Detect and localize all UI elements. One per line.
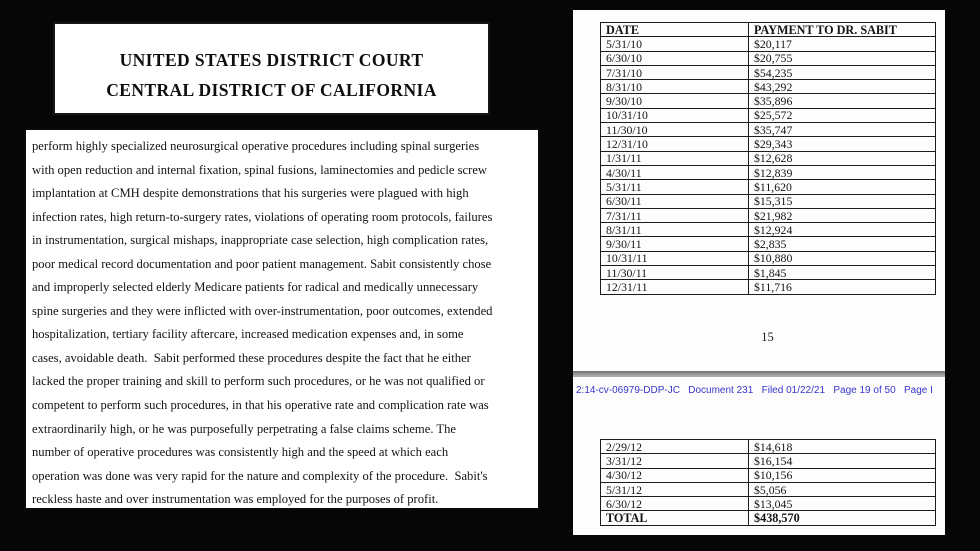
body-text-line: poor medical record documentation and poor patient management. Sabit consistently chose [32, 256, 492, 271]
court-name: UNITED STATES DISTRICT COURT [119, 50, 424, 70]
payment-cell: $5,056 [749, 482, 936, 496]
page-number: 15 [761, 330, 774, 344]
payment-cell: $12,628 [749, 151, 936, 165]
payment-cell: $21,982 [749, 208, 936, 222]
table-row [601, 180, 936, 194]
payment-cell: $12,924 [749, 223, 936, 237]
date-cell: 12/31/11 [601, 280, 749, 294]
date-cell: 9/30/10 [601, 94, 749, 108]
payment-cell: $10,156 [749, 468, 936, 482]
date-cell: 10/31/10 [601, 108, 749, 122]
court-header-box [53, 22, 490, 115]
date-cell: 6/30/12 [601, 497, 749, 511]
date-cell: 5/31/10 [601, 37, 749, 51]
payment-cell: $13,045 [749, 497, 936, 511]
date-cell: 1/31/11 [601, 151, 749, 165]
body-text-line: cases, avoidable death. Sabit performed these procedures despite the fact that he either [32, 350, 471, 365]
table-row [601, 251, 936, 265]
payment-cell: $15,315 [749, 194, 936, 208]
payment-cell: $20,117 [749, 37, 936, 51]
table-row [601, 65, 936, 79]
section-divider-bar [573, 371, 945, 377]
table-row [601, 123, 936, 137]
date-cell: 6/30/10 [601, 51, 749, 65]
date-cell: 5/31/11 [601, 180, 749, 194]
table-row [601, 151, 936, 165]
table-row [601, 51, 936, 65]
table-row [601, 468, 936, 482]
table-header-row [601, 23, 936, 37]
body-text-line: with open reduction and internal fixation, spinal fusions, laminectomies and pedicle screw [32, 162, 487, 177]
table-row [601, 237, 936, 251]
date-cell: 2/29/12 [601, 440, 749, 454]
payment-cell: $11,620 [749, 180, 936, 194]
table-row [601, 223, 936, 237]
payment-cell: $11,716 [749, 280, 936, 294]
date-cell: 10/31/11 [601, 251, 749, 265]
column-header-date: DATE [601, 23, 749, 37]
table-row [601, 454, 936, 468]
date-cell: 12/31/10 [601, 137, 749, 151]
payment-cell: $35,747 [749, 123, 936, 137]
table-row [601, 280, 936, 294]
date-cell: 7/31/11 [601, 208, 749, 222]
table-row [601, 266, 936, 280]
column-header-payment: PAYMENT TO DR. SABIT [749, 23, 936, 37]
body-text-line: extraordinarily high, or he was purposefully perpetrating a false claims scheme. The [32, 421, 456, 436]
payment-cell: $43,292 [749, 80, 936, 94]
date-cell: 3/31/12 [601, 454, 749, 468]
payment-cell: $16,154 [749, 454, 936, 468]
payments-table-continued [600, 439, 936, 526]
table-row [601, 194, 936, 208]
payment-cell: $10,880 [749, 251, 936, 265]
table-row [601, 165, 936, 179]
table-row [601, 208, 936, 222]
body-text-line: in instrumentation, surgical mishaps, inappropriate case selection, high complication rates, [32, 233, 489, 248]
body-text-line: perform highly specialized neurosurgical operative procedures including spinal surgeries [32, 139, 480, 153]
date-cell: 6/30/11 [601, 194, 749, 208]
date-cell: 11/30/10 [601, 123, 749, 137]
table-row [601, 137, 936, 151]
payment-cell: $14,618 [749, 440, 936, 454]
table-row [601, 440, 936, 454]
payment-cell: $1,845 [749, 266, 936, 280]
body-text-line: competent to perform such procedures, in that his operative rate and complication rate was [32, 398, 489, 413]
case-filing-header: 2:14-cv-06979-DDP-JC Document 231 Filed 01/22/21 Page 19 of 50 Page I [576, 385, 933, 396]
date-cell: 9/30/11 [601, 237, 749, 251]
body-text-line: lacked the proper training and skill to perform such procedures, or he was not qualified or [32, 374, 485, 389]
date-cell: 7/31/10 [601, 65, 749, 79]
body-text-line: and improperly selected elderly Medicare patients for radical and medically unnecessary [32, 280, 479, 295]
payment-cell: $12,839 [749, 165, 936, 179]
date-cell: 4/30/11 [601, 165, 749, 179]
table-row [601, 108, 936, 122]
payment-cell: $438,570 [749, 511, 936, 525]
payment-cell: $54,235 [749, 65, 936, 79]
payment-cell: $25,572 [749, 108, 936, 122]
table-row [601, 511, 936, 525]
body-text-line: hospitalization, tertiary facility aftercare, increased medication expenses and, in some [32, 327, 464, 342]
date-cell: TOTAL [601, 511, 749, 525]
date-cell: 11/30/11 [601, 266, 749, 280]
body-text-line: spine surgeries and they were inflicted with over-instrumentation, poor outcomes, extended [32, 303, 493, 318]
date-cell: 8/31/11 [601, 223, 749, 237]
body-text-line: number of operative procedures was consistently high and the speed at which each [32, 445, 449, 460]
body-text-box [24, 128, 540, 510]
district-name: CENTRAL DISTRICT OF CALIFORNIA [106, 80, 437, 100]
body-text-line: implantation at CMH despite demonstrations that his surgeries were plagued with high [32, 186, 469, 201]
date-cell: 5/31/12 [601, 482, 749, 496]
payment-cell: $20,755 [749, 51, 936, 65]
payments-table [600, 22, 936, 295]
body-text-line: infection rates, high return-to-surgery rates, violations of operating room protocols, failures [32, 209, 493, 224]
date-cell: 8/31/10 [601, 80, 749, 94]
payment-cell: $2,835 [749, 237, 936, 251]
table-row [601, 37, 936, 51]
body-text-line: operation was done was very rapid for the nature and complexity of the procedure. Sabit's [32, 468, 488, 483]
table-row [601, 482, 936, 496]
payment-cell: $29,343 [749, 137, 936, 151]
table-row [601, 80, 936, 94]
payment-cell: $35,896 [749, 94, 936, 108]
date-cell: 4/30/12 [601, 468, 749, 482]
document-page-panel [573, 10, 945, 535]
body-text-line: reckless haste and over instrumentation was employed for the purposes of profit. [32, 492, 439, 507]
table-row [601, 94, 936, 108]
table-row [601, 497, 936, 511]
